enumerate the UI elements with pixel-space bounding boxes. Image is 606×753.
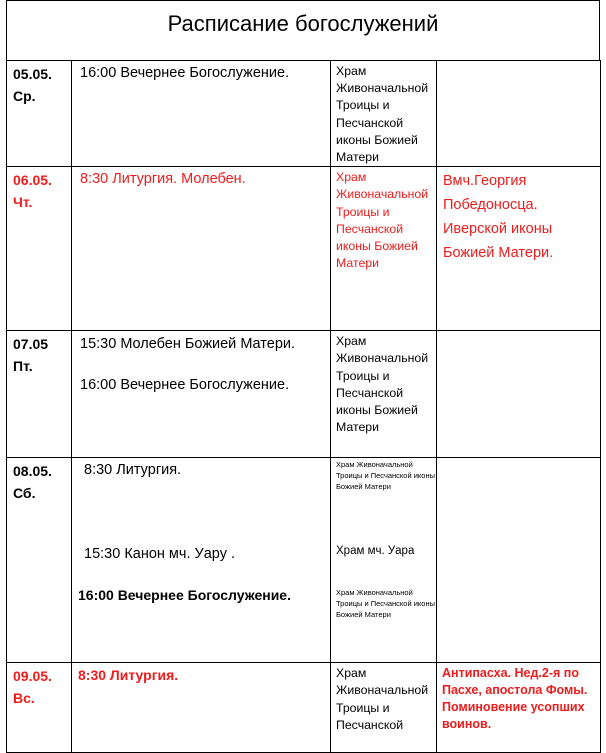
weekday: Чт. [13, 194, 33, 211]
table-row [7, 663, 601, 753]
feast-text: Вмч.Георгия Победоносца. Иверской иконы Божией Матери. [443, 173, 554, 262]
date-cell [7, 458, 72, 663]
event-text: 15:30 Молебен Божией Матери. [80, 336, 296, 353]
schedule-document [6, 0, 600, 744]
date-cell [7, 331, 72, 458]
place-text: Храм мч. Уара [336, 545, 415, 558]
event-text: 16:00 Вечернее Богослужение. [78, 587, 291, 604]
date: 05.05. [13, 66, 52, 82]
weekday: Сб. [13, 485, 36, 502]
feast-cell [437, 61, 601, 167]
table-row [7, 331, 601, 458]
place-text: Храм Живоначальной Троицы и Песчанской иконы Божией Матери [336, 588, 436, 620]
place-cell [331, 167, 437, 331]
events-cell [72, 61, 331, 167]
title-box [6, 0, 600, 61]
events-cell [72, 331, 331, 458]
event-text: 15:30 Канон мч. Уару . [84, 546, 235, 563]
events-cell [72, 167, 331, 331]
event-text: 8:30 Литургия. [78, 667, 179, 684]
date: 08.05. [13, 463, 52, 480]
table-row [7, 167, 601, 331]
event-text: 16:00 Вечернее Богослужение. [80, 377, 290, 394]
schedule-table [6, 60, 601, 753]
table-row [7, 458, 601, 663]
date-cell [7, 61, 72, 167]
feast-cell [437, 331, 601, 458]
weekday: Пт. [13, 358, 33, 375]
events-cell [72, 663, 331, 753]
weekday: Ср. [13, 88, 36, 104]
feast-cell [437, 663, 601, 753]
date-cell [7, 663, 72, 753]
place-text: Храм Живоначальной Троицы и Песчанской [336, 666, 429, 732]
feast-text: Антипасха. Нед.2-я по Пасхе, апостола Фомы. Поминовение усопших воинов. [442, 666, 588, 732]
feast-cell [437, 458, 601, 663]
date: 07.05 [13, 336, 49, 353]
date: 06.05. [13, 172, 52, 189]
place-cell [331, 663, 437, 753]
weekday: Вс. [13, 690, 35, 707]
date: 09.05. [13, 668, 52, 685]
place-text: Храм Живоначальной Троицы и Песчанской иконы Божией Матери [336, 64, 429, 165]
event-text: 8:30 Литургия. Молебен. [80, 171, 246, 188]
place-cell [331, 458, 437, 663]
event-text: 16:00 Вечернее Богослужение. [80, 65, 290, 81]
page-title: Расписание богослужений [167, 11, 439, 36]
table-row [7, 61, 601, 167]
feast-cell [437, 167, 601, 331]
place-cell [331, 331, 437, 458]
place-text: Храм Живоначальной Троицы и Песчанской иконы Божией Матери [336, 460, 436, 492]
place-cell [331, 61, 437, 167]
date-cell [7, 167, 72, 331]
event-text: 8:30 Литургия. [84, 462, 182, 479]
place-text: Храм Живоначальной Троицы и Песчанской иконы Божией Матери [336, 334, 429, 435]
events-cell [72, 458, 331, 663]
place-text: Храм Живоначальной Троицы и Песчанской иконы Божией Матери [336, 170, 429, 271]
